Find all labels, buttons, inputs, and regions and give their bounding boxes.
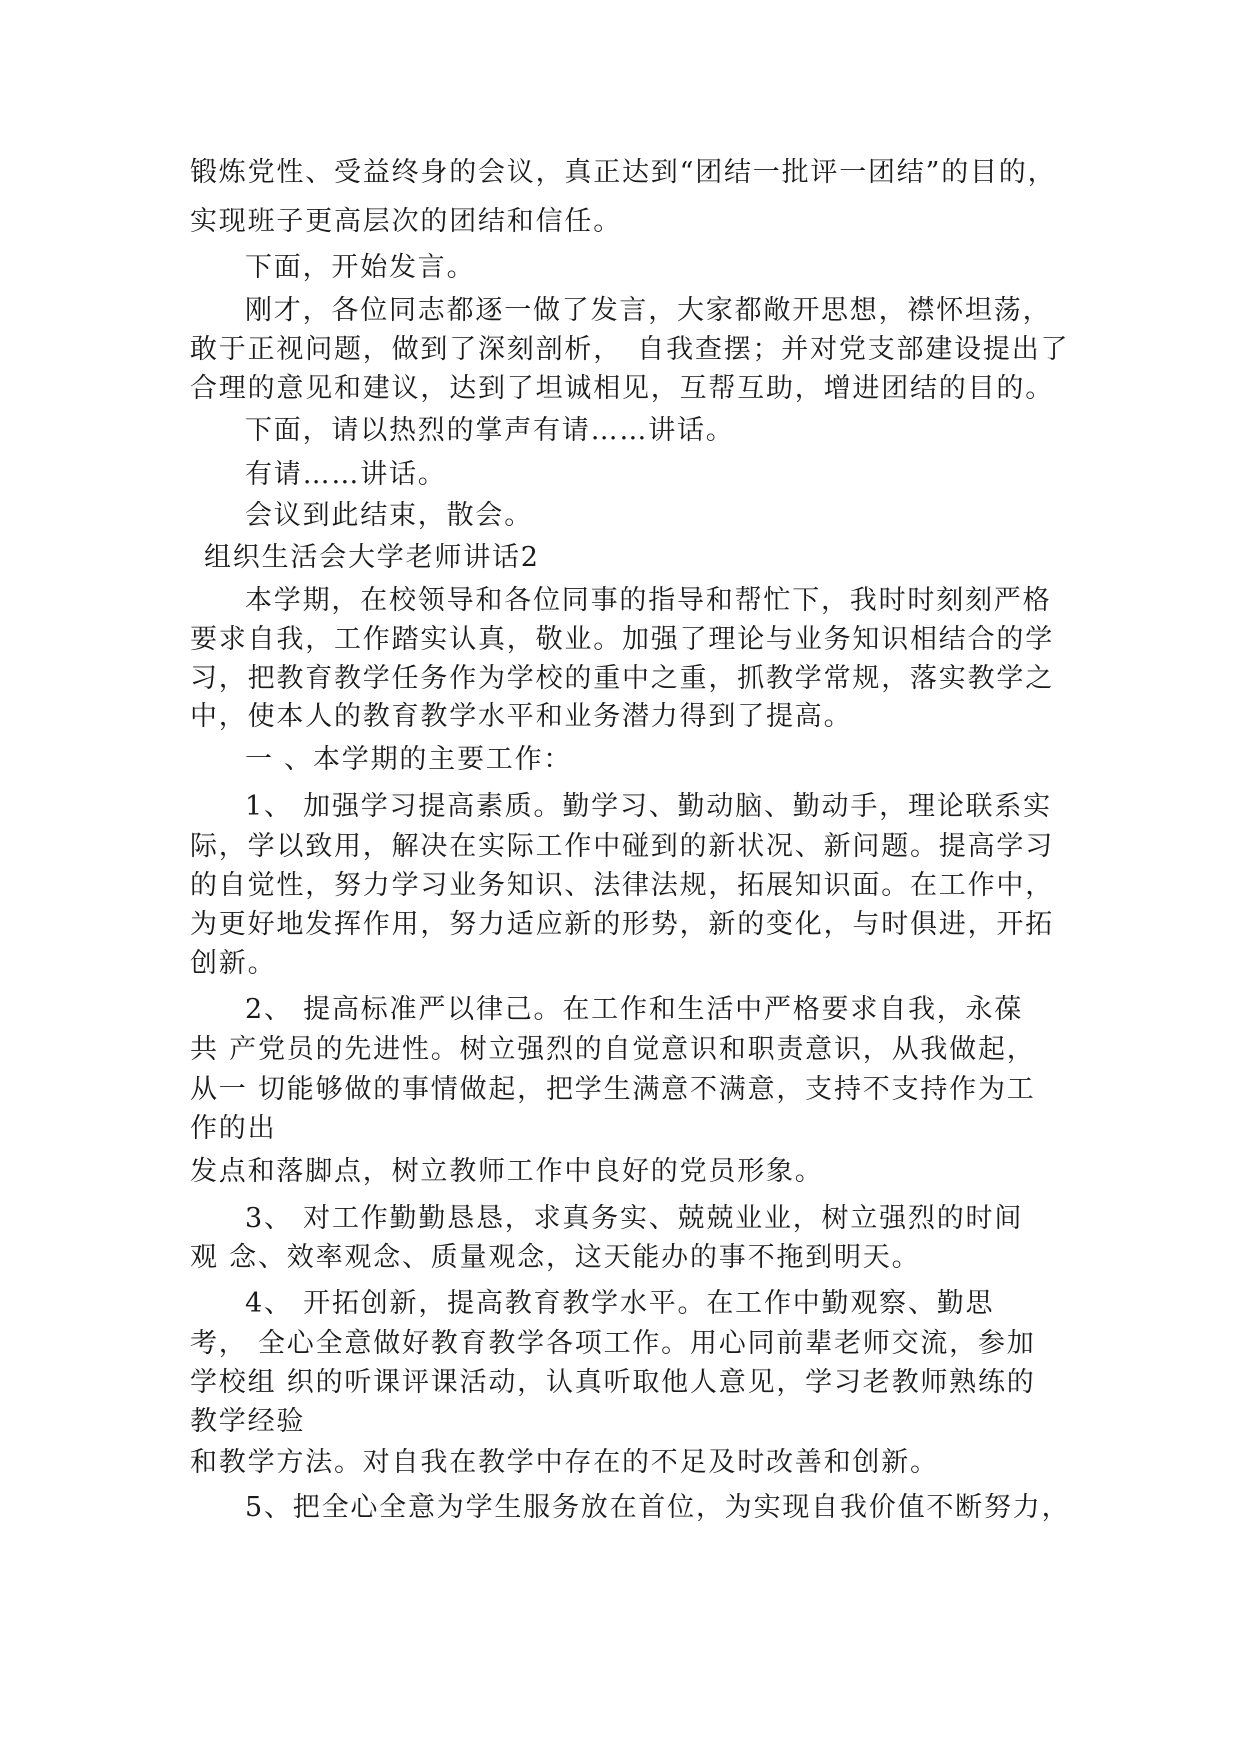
text-line: 共 产党员的先进性。树立强烈的自觉意识和职责意识，从我做起， bbox=[190, 1034, 1036, 1065]
text-line: 会议到此结束，散会。 bbox=[245, 500, 533, 531]
text-line: 教学经验 bbox=[190, 1406, 306, 1437]
text-line: 为更好地发挥作用，努力适应新的形势，新的变化，与时俱进，开拓 bbox=[190, 909, 1054, 940]
section-title: 组织生活会大学老师讲话2 bbox=[204, 542, 540, 573]
text-line: 本学期，在校领导和各位同事的指导和帮忙下，我时时刻刻严格 bbox=[245, 585, 1052, 616]
text-line: 一 、本学期的主要工作： bbox=[245, 744, 573, 775]
text-line: 5、把全心全意为学生服务放在首位，为实现自我价值不断努力， bbox=[245, 1492, 1071, 1523]
text-line: 3、 对工作勤勤恳恳，求真务实、兢兢业业，树立强烈的时间 bbox=[245, 1203, 1024, 1234]
text-line: 发点和落脚点，树立教师工作中良好的党员形象。 bbox=[190, 1156, 824, 1187]
text-line: 下面，请以热烈的掌声有请……讲话。 bbox=[245, 415, 735, 446]
text-line: 1、 加强学习提高素质。勤学习、勤动脑、勤动手，理论联系实 bbox=[245, 791, 1052, 822]
text-line: 创新。 bbox=[190, 948, 277, 979]
text-line: 的自觉性，努力学习业务知识、法律法规，拓展知识面。在工作中， bbox=[190, 870, 1054, 901]
text-line: 有请……讲话。 bbox=[245, 459, 447, 490]
text-line: 下面，开始发言。 bbox=[245, 252, 476, 283]
text-line: 从一 切能够做的事情做起，把学生满意不满意，支持不支持作为工 bbox=[190, 1074, 1036, 1105]
text-line: 锻炼党性、受益终身的会议，真正达到“团结一批评一团结”的目的， bbox=[190, 157, 1057, 188]
text-line: 作的出 bbox=[190, 1113, 277, 1144]
text-line: 中，使本人的教育教学水平和业务潜力得到了提高。 bbox=[190, 701, 853, 732]
text-line: 和教学方法。对自我在教学中存在的不足及时改善和创新。 bbox=[190, 1447, 939, 1478]
text-line: 实现班子更高层次的团结和信任。 bbox=[190, 206, 622, 237]
text-line: 合理的意见和建议，达到了坦诚相见，互帮互助，增进团结的目的。 bbox=[190, 373, 1054, 404]
text-line: 2、 提高标准严以律己。在工作和生活中严格要求自我，永葆 bbox=[245, 994, 1024, 1025]
text-line: 际，学以致用，解决在实际工作中碰到的新状况、新问题。提高学习 bbox=[190, 831, 1054, 862]
text-line: 要求自我，工作踏实认真，敬业。加强了理论与业务知识相结合的学 bbox=[190, 624, 1054, 655]
text-line: 敢于正视问题，做到了深刻剖析， 自我查摆；并对党支部建设提出了 bbox=[190, 334, 1070, 365]
text-line: 4、 开拓创新，提高教育教学水平。在工作中勤观察、勤思 bbox=[245, 1288, 995, 1319]
text-line: 习，把教育教学任务作为学校的重中之重，抓教学常规，落实教学之 bbox=[190, 663, 1054, 694]
text-line: 考， 全心全意做好教育教学各项工作。用心同前辈老师交流，参加 bbox=[190, 1328, 1036, 1359]
text-line: 观 念、效率观念、质量观念，这天能办的事不拖到明天。 bbox=[190, 1242, 921, 1273]
text-line: 学校组 织的听课评课活动，认真听取他人意见，学习老教师熟练的 bbox=[190, 1367, 1036, 1398]
text-line: 刚才，各位同志都逐一做了发言，大家都敞开思想，襟怀坦荡， bbox=[245, 295, 1052, 326]
